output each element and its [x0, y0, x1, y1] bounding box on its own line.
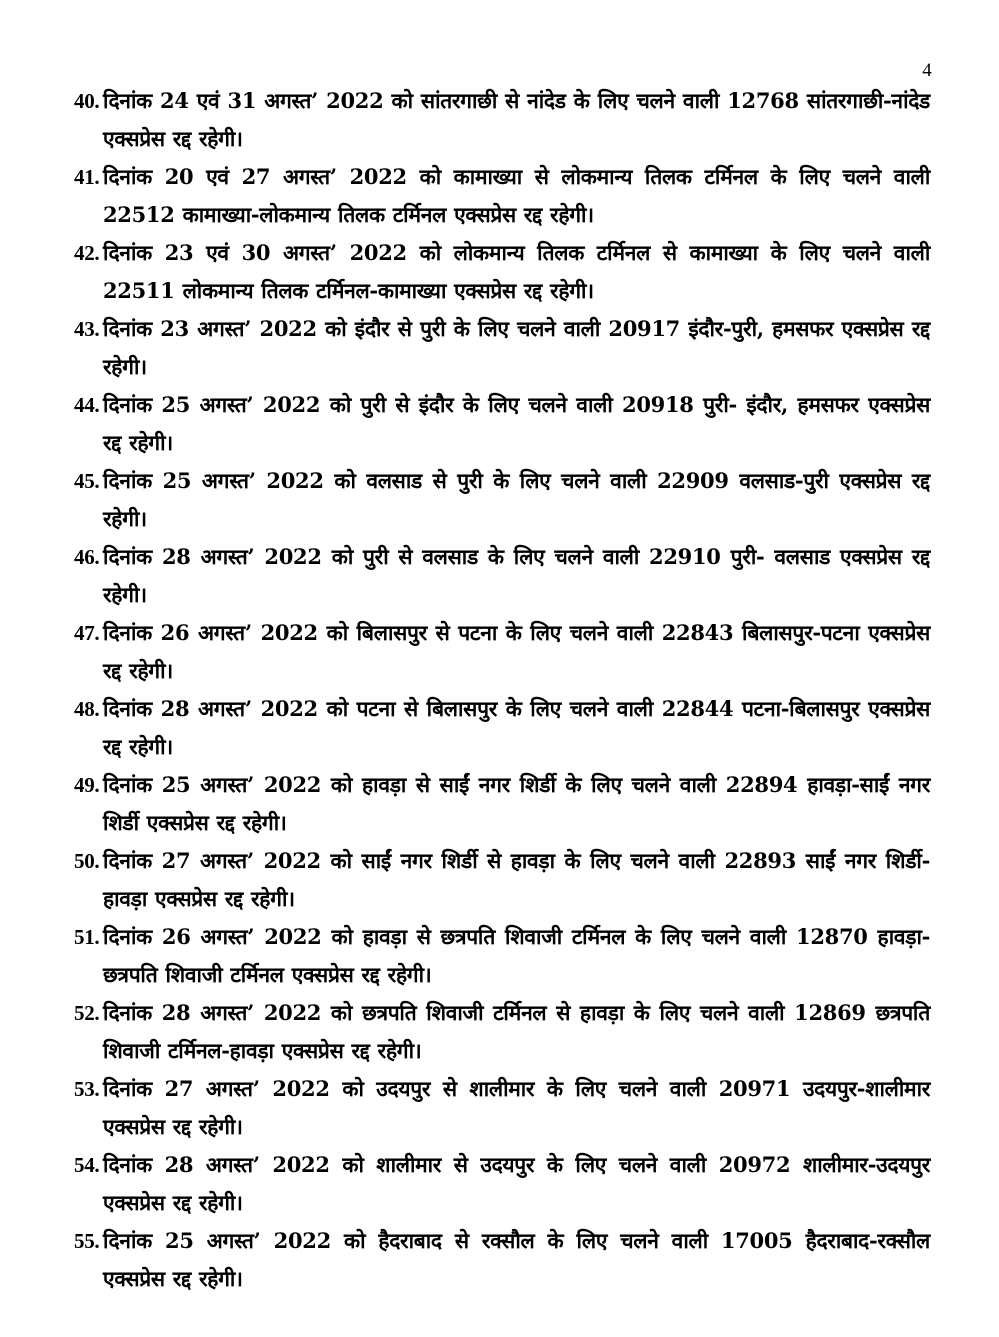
- item-text: दिनांक 25 अगस्त’ 2022 को पुरी से इंदौर के लिए चलने वाली 20918 पुरी- इंदौर, हमसफर एक्सप्रेस रद्द रहेगी।: [103, 392, 930, 455]
- list-item: [74, 234, 930, 310]
- item-number: 49.: [74, 773, 100, 797]
- item-text: दिनांक 20 एवं 27 अगस्त’ 2022 को कामाख्या से लोकमान्य तिलक टर्मिनल के लिए चलने वाली 22512 कामाख्या-लोकमान्य तिलक टर्मिनल एक्सप्रेस रद्द रहेगी।: [103, 164, 930, 227]
- item-text: दिनांक 28 अगस्त’ 2022 को पुरी से वलसाड के लिए चलने वाली 22910 पुरी- वलसाड एक्सप्रेस रद्द रहेगी।: [103, 544, 930, 607]
- item-number: 52.: [74, 1001, 100, 1025]
- list-item: [74, 462, 930, 538]
- list-item: [74, 918, 930, 994]
- list-item: [74, 1222, 930, 1298]
- item-text: दिनांक 25 अगस्त’ 2022 को हावड़ा से साईं नगर शिर्डी के लिए चलने वाली 22894 हावड़ा-साईं नगर शिर्डी एक्सप्रेस रद्द रहेगी।: [103, 772, 930, 835]
- item-number: 55.: [74, 1229, 100, 1253]
- item-number: 42.: [74, 241, 100, 265]
- list-item: [74, 538, 930, 614]
- item-text: दिनांक 27 अगस्त’ 2022 को उदयपुर से शालीमार के लिए चलने वाली 20971 उदयपुर-शालीमार एक्सप्रेस रद्द रहेगी।: [103, 1076, 930, 1139]
- item-text: दिनांक 23 अगस्त’ 2022 को इंदौर से पुरी के लिए चलने वाली 20917 इंदौर-पुरी, हमसफर एक्सप्रेस रद्द रहेगी।: [103, 316, 930, 379]
- list-item: [74, 1146, 930, 1222]
- list-item: [74, 994, 930, 1070]
- item-text: दिनांक 28 अगस्त’ 2022 को पटना से बिलासपुर के लिए चलने वाली 22844 पटना-बिलासपुर एक्सप्रेस रद्द रहेगी।: [103, 696, 930, 759]
- item-number: 40.: [74, 89, 100, 113]
- item-text: दिनांक 23 एवं 30 अगस्त’ 2022 को लोकमान्य तिलक टर्मिनल से कामाख्या के लिए चलने वाली 22511 लोकमान्य तिलक टर्मिनल-कामाख्या एक्सप्रेस रद्द रहेगी।: [103, 240, 930, 303]
- page-number: 4: [922, 60, 932, 81]
- list-item: [74, 766, 930, 842]
- item-number: 41.: [74, 165, 100, 189]
- list-item: [74, 842, 930, 918]
- item-number: 45.: [74, 469, 100, 493]
- list-item: [74, 690, 930, 766]
- item-number: 46.: [74, 545, 100, 569]
- item-text: दिनांक 28 अगस्त’ 2022 को छत्रपति शिवाजी टर्मिनल से हावड़ा के लिए चलने वाली 12869 छत्रपति शिवाजी टर्मिनल-हावड़ा एक्सप्रेस रद्द रहेगी।: [103, 1000, 930, 1063]
- item-text: दिनांक 26 अगस्त’ 2022 को हावड़ा से छत्रपति शिवाजी टर्मिनल के लिए चलने वाली 12870 हावड़ा-छत्रपति शिवाजी टर्मिनल एक्सप्रेस रद्द रहेगी।: [103, 924, 930, 987]
- list-item: [74, 158, 930, 234]
- list-item: [74, 82, 930, 158]
- item-text: दिनांक 25 अगस्त’ 2022 को वलसाड से पुरी के लिए चलने वाली 22909 वलसाड-पुरी एक्सप्रेस रद्द रहेगी।: [103, 468, 930, 531]
- item-number: 47.: [74, 621, 100, 645]
- item-text: दिनांक 27 अगस्त’ 2022 को साईं नगर शिर्डी से हावड़ा के लिए चलने वाली 22893 साईं नगर शिर्डी-हावड़ा एक्सप्रेस रद्द रहेगी।: [103, 848, 930, 911]
- item-text: दिनांक 26 अगस्त’ 2022 को बिलासपुर से पटना के लिए चलने वाली 22843 बिलासपुर-पटना एक्सप्रेस रद्द रहेगी।: [103, 620, 930, 683]
- item-number: 54.: [74, 1153, 100, 1177]
- item-text: दिनांक 28 अगस्त’ 2022 को शालीमार से उदयपुर के लिए चलने वाली 20972 शालीमार-उदयपुर एक्सप्रेस रद्द रहेगी।: [103, 1152, 930, 1215]
- item-number: 50.: [74, 849, 100, 873]
- list-item: [74, 1070, 930, 1146]
- list-item: [74, 386, 930, 462]
- item-number: 48.: [74, 697, 100, 721]
- item-text: दिनांक 24 एवं 31 अगस्त’ 2022 को सांतरगाछी से नांदेड के लिए चलने वाली 12768 सांतरगाछी-नांदेड एक्सप्रेस रद्द रहेगी।: [103, 88, 930, 151]
- list-item: [74, 614, 930, 690]
- item-number: 51.: [74, 925, 100, 949]
- item-text: दिनांक 25 अगस्त’ 2022 को हैदराबाद से रक्सौल के लिए चलने वाली 17005 हैदराबाद-रक्सौल एक्सप्रेस रद्द रहेगी।: [103, 1228, 930, 1291]
- cancellation-list: [74, 82, 930, 1298]
- item-number: 44.: [74, 393, 100, 417]
- item-number: 43.: [74, 317, 100, 341]
- item-number: 53.: [74, 1077, 100, 1101]
- list-item: [74, 310, 930, 386]
